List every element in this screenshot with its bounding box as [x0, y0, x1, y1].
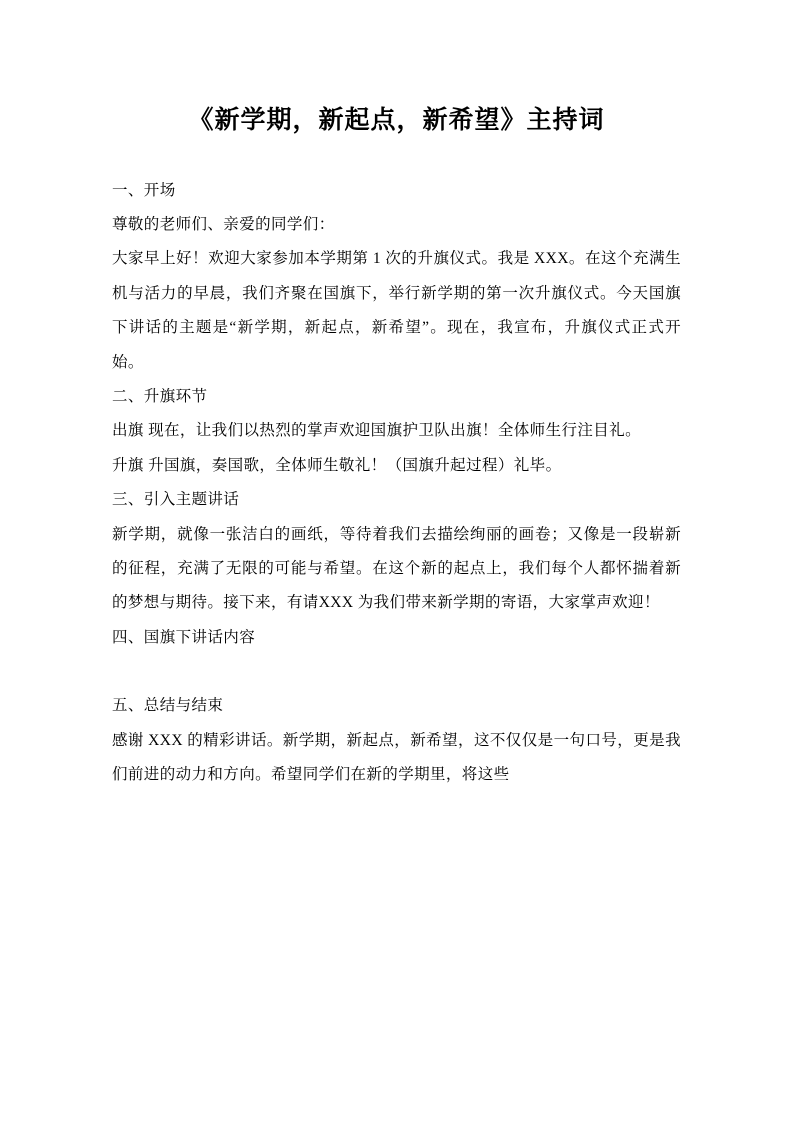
section-heading-five: 五、总结与结束 [112, 697, 224, 715]
section-heading-three: 三、引入主题讲话 [112, 491, 240, 509]
salutation-line: 尊敬的老师们、亲爱的同学们： [112, 215, 335, 233]
flag-out-paragraph: 出旗 现在，让我们以热烈的掌声欢迎国旗护卫队出旗！全体师生行注目礼。 [112, 422, 641, 440]
flag-raise-paragraph: 升旗 升国旗，奏国歌，全体师生敬礼！（国旗升起过程）礼毕。 [112, 456, 562, 474]
section-heading-two: 二、升旗环节 [112, 387, 208, 405]
opening-paragraph: 大家早上好！欢迎大家参加本学期第 1 次的升旗仪式。我是 XXX。在这个充满生机与活力的早晨，我们齐聚在国旗下，举行新学期的第一次升旗仪式。今天国旗下讲话的主题是“新学期，新起点，新希望”。现在，我宣布，升旗仪式正式开始。 [112, 250, 681, 371]
section-heading-one: 一、开场 [112, 181, 176, 199]
theme-paragraph: 新学期，就像一张洁白的画纸，等待着我们去描绘绚丽的画卷；又像是一段崭新的征程，充满了无限的可能与希望。在这个新的起点上，我们每个人都怀揣着新的梦想与期待。接下来，有请XXX 为我们带来新学期的寄语，大家掌声欢迎！ [112, 525, 681, 612]
section-heading-four: 四、国旗下讲话内容 [112, 628, 256, 646]
blank-content-area [112, 655, 681, 689]
page-title: 《新学期，新起点，新希望》主持词 [188, 107, 605, 134]
closing-paragraph: 感谢 XXX 的精彩讲话。新学期，新起点，新希望，这不仅仅是一句口号，更是我们前进的动力和方向。希望同学们在新的学期里，将这些 [112, 731, 681, 783]
document-body [112, 174, 681, 793]
